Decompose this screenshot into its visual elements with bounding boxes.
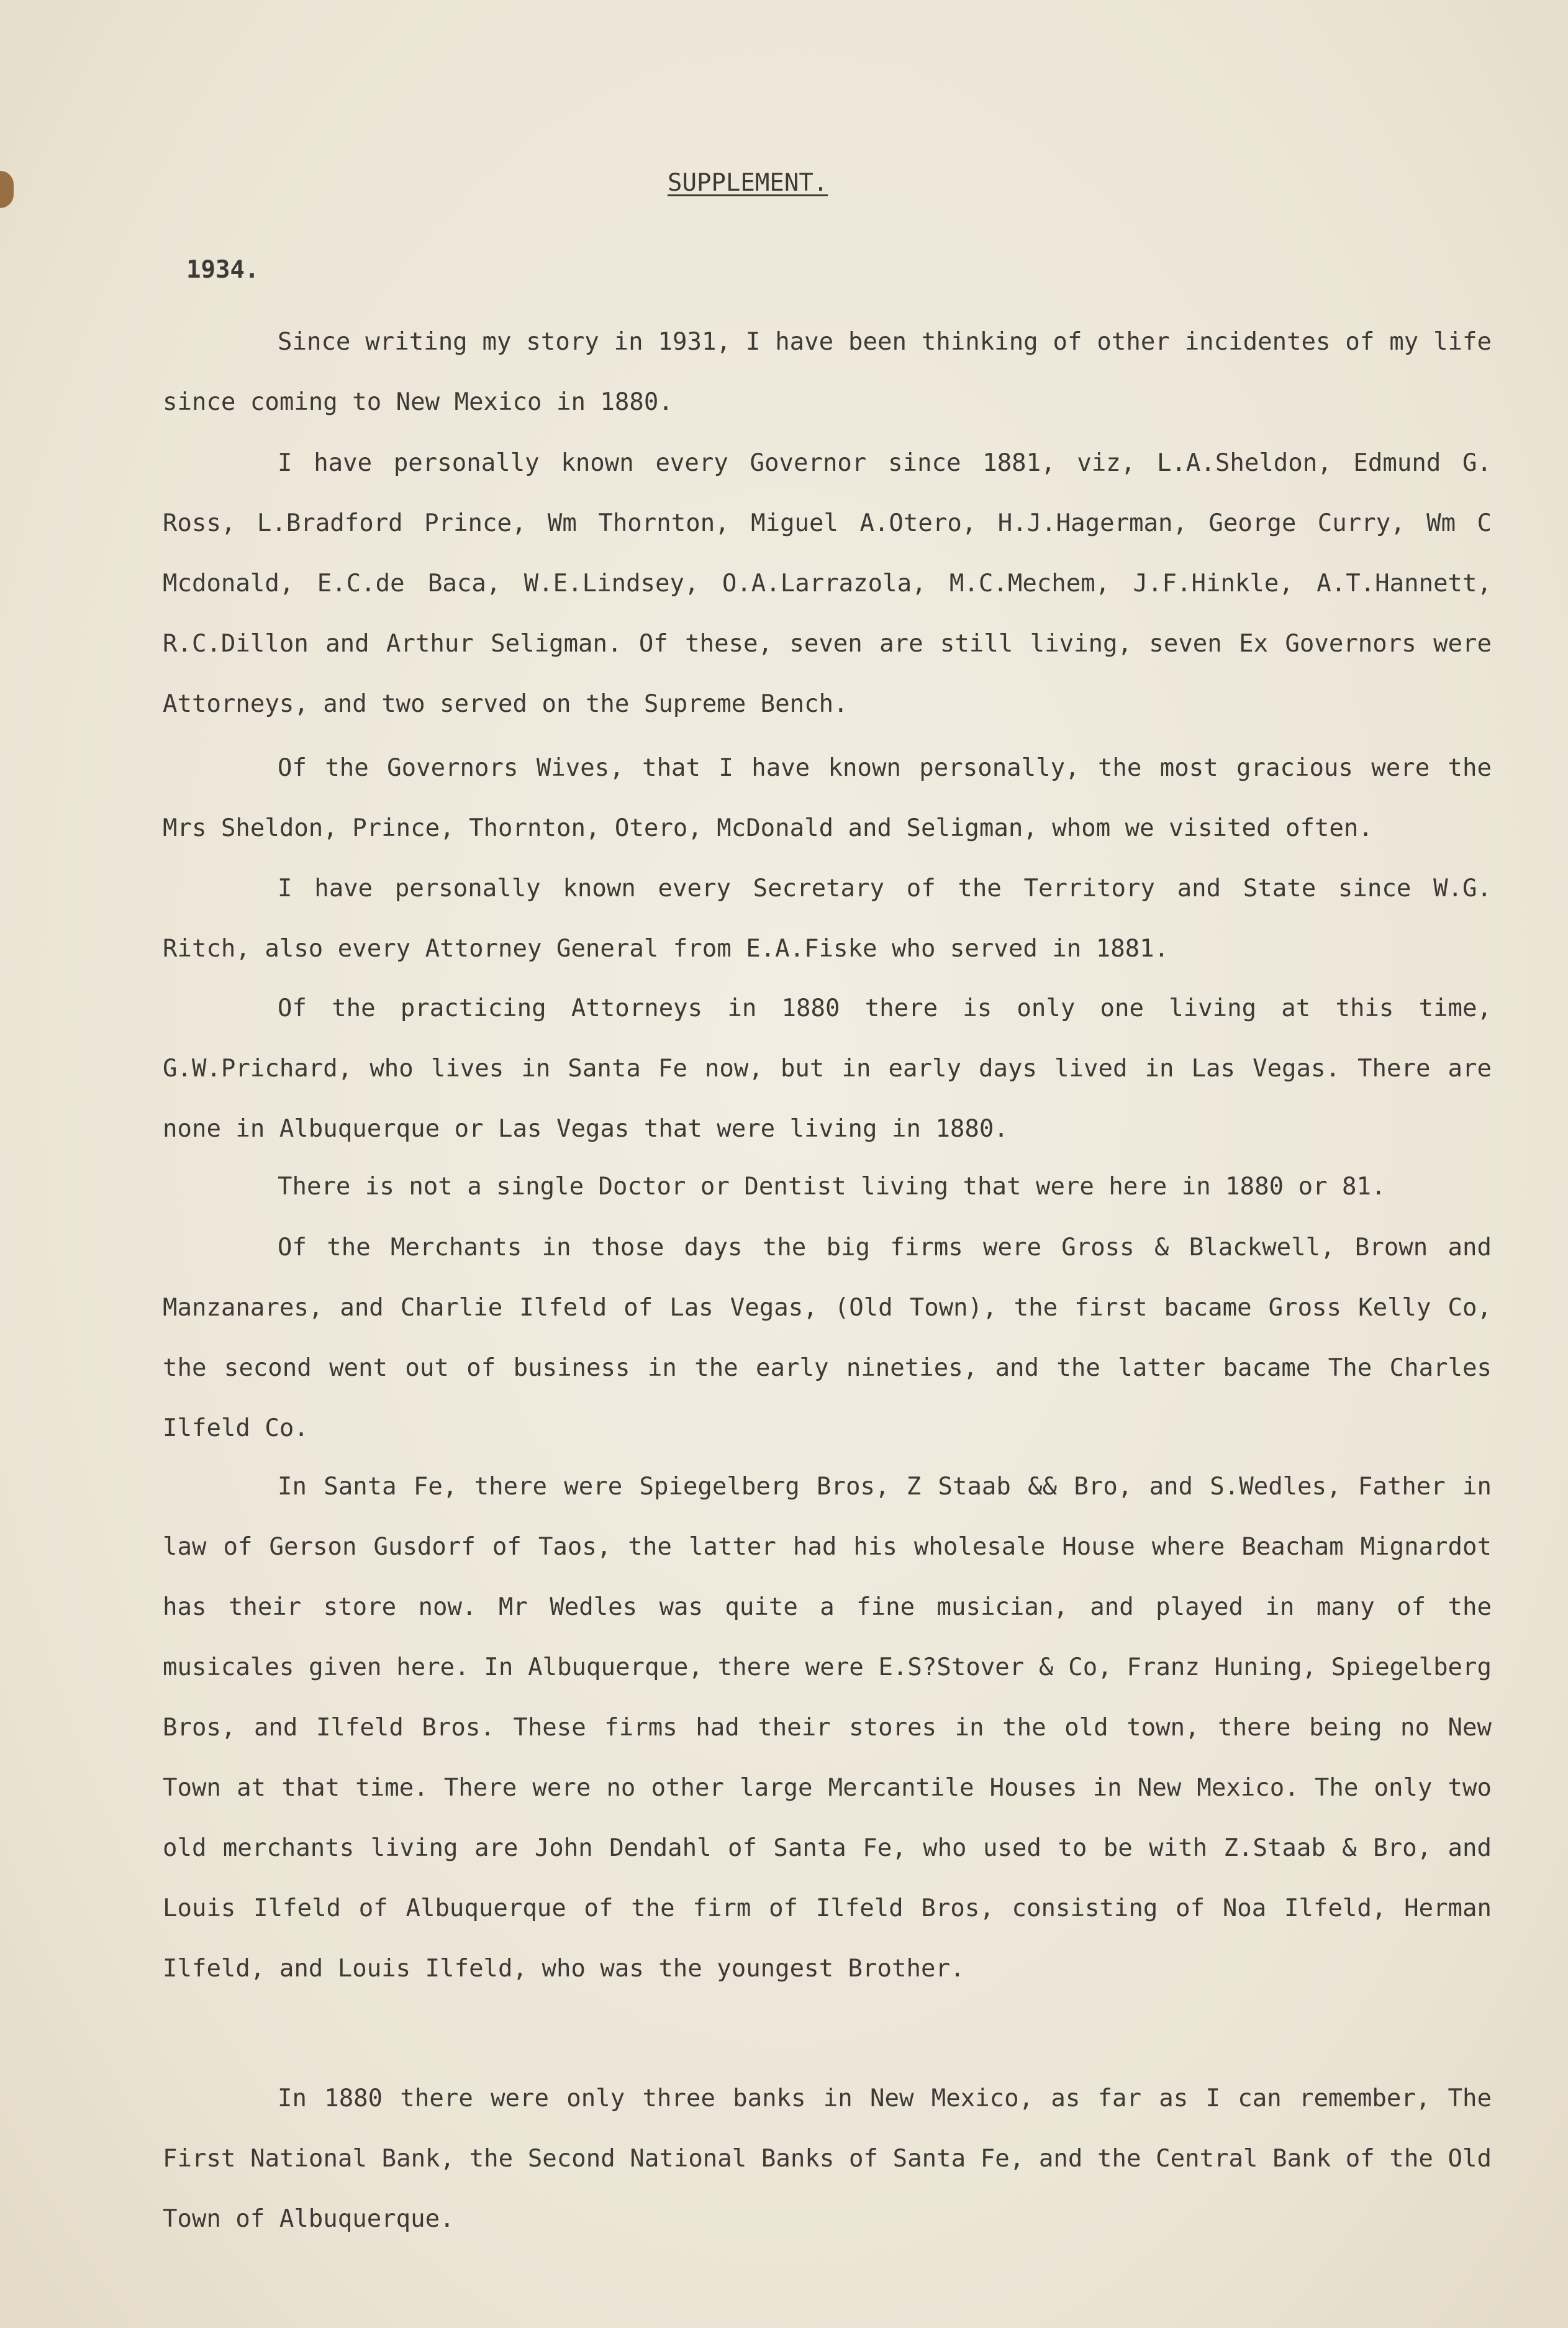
paragraph-1: Since writing my story in 1931, I have been thinking of other incidentes of my life since coming to New Mexico in 1880.: [163, 328, 1492, 416]
page-title: SUPPLEMENT.: [668, 169, 828, 197]
year-heading: 1934.: [186, 256, 260, 284]
paragraph-7: Of the Merchants in those days the big firms were Gross & Blackwell, Brown and Manzanares, and Charlie Ilfeld of Las Vegas, (Old Town), the first bacame Gross Kelly Co, the second went out of business in the early nineties, and the latter bacame The Charles Ilfeld Co.: [163, 1234, 1492, 1442]
paragraph-3: Of the Governors Wives, that I have known personally, the most gracious were the Mrs Sheldon, Prince, Thornton, Otero, McDonald and Seligman, whom we visited often.: [163, 754, 1492, 842]
paragraph-5: Of the practicing Attorneys in 1880 there is only one living at this time, G.W.Prichard, who lives in Santa Fe now, but in early days lived in Las Vegas. There are none in Albuquerque or Las Vegas that were living in 1880.: [163, 994, 1492, 1143]
paragraph-4: I have personally known every Secretary of the Territory and State since W.G. Ritch, also every Attorney General from E.A.Fiske who served in 1881.: [163, 875, 1492, 963]
paragraph-8: In Santa Fe, there were Spiegelberg Bros, Z Staab && Bro, and S.Wedles, Father in law of Gerson Gusdorf of Taos, the latter had his wholesale House where Beacham Mignardot has their store now. Mr Wedles was quite a fine musician, and played in many of the musicales given here. In Albuquerque, there were E.S?Stover & Co, Franz Huning, Spiegelberg Bros, and Ilfeld Bros. These firms had their stores in the old town, there being no New Town at that time. There were no other large Mercantile Houses in New Mexico. The only two old merchants living are John Dendahl of Santa Fe, who used to be with Z.Staab & Bro, and Louis Ilfeld of Albuquerque of the firm of Ilfeld Bros, consisting of Noa Ilfeld, Herman Ilfeld, and Louis Ilfeld, who was the youngest Brother.: [163, 1473, 1492, 1983]
paragraph-9: In 1880 there were only three banks in New Mexico, as far as I can remember, The First National Bank, the Second National Banks of Santa Fe, and the Central Bank of the Old Town of Albuquerque.: [163, 2085, 1492, 2233]
paragraph-2: I have personally known every Governor since 1881, viz, L.A.Sheldon, Edmund G. Ross, L.Bradford Prince, Wm Thornton, Miguel A.Otero, H.J.Hagerman, George Curry, Wm C Mcdonald, E.C.de Baca, W.E.Lindsey, O.A.Larrazola, M.C.Mechem, J.F.Hinkle, A.T.Hannett, R.C.Dillon and Arthur Seligman. Of these, seven are still living, seven Ex Governors were Attorneys, and two served on the Supreme Bench.: [163, 449, 1492, 718]
paragraph-6: There is not a single Doctor or Dentist living that were here in 1880 or 81.: [278, 1173, 1386, 1201]
paper-stain: [0, 171, 14, 208]
